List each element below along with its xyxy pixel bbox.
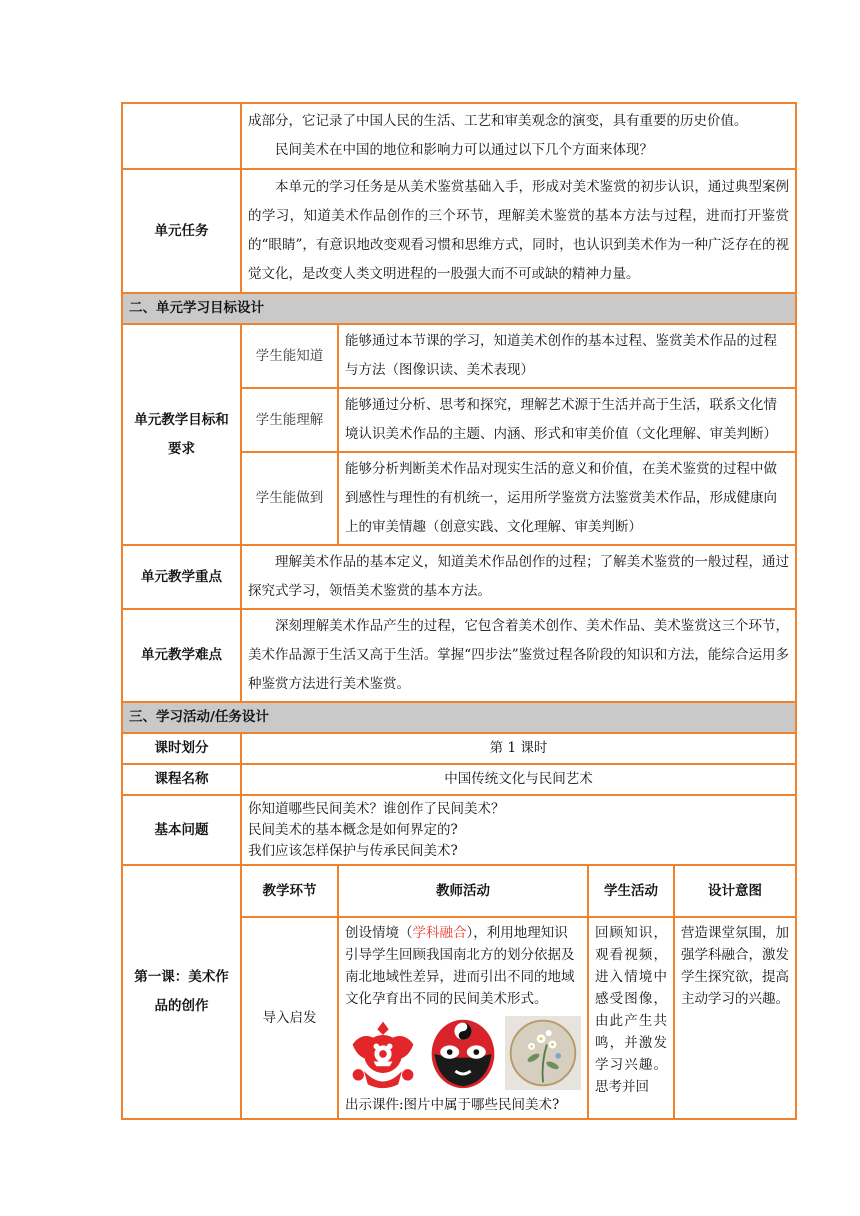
difficulties-text: 深刻理解美术作品产生的过程，它包含着美术创作、美术作品、美术鉴赏这三个环节，美术作品源于生活又高于生活。掌握“四步法”鉴赏过程各阶段的知识和方法，能综合运用多种鉴赏方法进行美术鉴赏。 xyxy=(248,618,789,692)
course-name-row xyxy=(122,764,796,795)
design-intent-text: 营造课堂氛围，加强学科融合，激发学生探究欲，提高主动学习的兴趣。 xyxy=(681,925,789,1007)
goals-label: 单元教学目标和要求 xyxy=(122,324,241,545)
basic-questions-row xyxy=(122,795,796,865)
goal-sub-understand: 学生能理解 xyxy=(241,388,338,452)
course-name-value: 中国传统文化与民间艺术 xyxy=(241,764,796,795)
course-name-label: 课程名称 xyxy=(122,764,241,795)
student-activity-cell xyxy=(588,917,674,1119)
unit-task-row xyxy=(122,169,796,293)
header-teacher: 教师活动 xyxy=(338,865,588,917)
papercut-image xyxy=(345,1014,421,1092)
section-3-row xyxy=(122,702,796,733)
intro-line-1: 成部分，它记录了中国人民的生活、工艺和审美观念的演变，具有重要的历史价值。 xyxy=(248,113,748,129)
basic-question-3: 我们应该怎样保护与传承民间美术? xyxy=(248,843,458,859)
key-points-label: 单元教学重点 xyxy=(122,545,241,609)
stage-cell: 导入启发 xyxy=(241,917,338,1119)
student-activity-text: 回顾知识，观看视频，进入情境中感受图像，由此产生共鸣，并激发学习兴趣。思考并回 xyxy=(595,925,667,1095)
unit-task-text: 本单元的学习任务是从美术鉴赏基础入手，形成对美术鉴赏的初步认识，通过典型案例的学习，知道美术作品创作的三个环节，理解美术鉴赏的基本方法与过程，进而打开鉴赏的“眼睛”，有意识地改变观看习惯和思维方式，同时，也认识到美术作为一种广泛存在的视觉文化，是改变人类文明进程的一股强大而不可或缺的精神力量。 xyxy=(248,179,789,282)
embroidery-image xyxy=(505,1014,581,1092)
header-student: 学生活动 xyxy=(588,865,674,917)
lesson-plan-table xyxy=(121,102,797,1120)
goal-text-know: 能够通过本节课的学习，知道美术创作的基本过程、鉴赏美术作品的过程与方法（图像识读、美术表现） xyxy=(338,324,796,388)
opera-mask-image xyxy=(425,1014,501,1092)
key-points-text: 理解美术作品的基本定义，知道美术作品创作的过程；了解美术鉴赏的一般过程，通过探究式学习，领悟美术鉴赏的基本方法。 xyxy=(248,554,789,599)
design-intent-cell xyxy=(674,917,796,1119)
goal-sub-do: 学生能做到 xyxy=(241,452,338,545)
basic-question-1: 你知道哪些民间美术？谁创作了民间美术？ xyxy=(248,801,505,817)
lesson-period-label: 课时划分 xyxy=(122,733,241,764)
teacher-activity-cell xyxy=(338,917,588,1119)
goal-text-understand: 能够通过分析、思考和探究，理解艺术源于生活并高于生活，联系文化情境认识美术作品的主题、内涵、形式和审美价值（文化理解、审美判断） xyxy=(338,388,796,452)
difficulties-cell xyxy=(241,609,796,702)
goal-sub-know: 学生能知道 xyxy=(241,324,338,388)
teacher-caption: 出示课件:图片中属于哪些民间美术? xyxy=(345,1097,560,1113)
section-3-title: 三、学习活动/任务设计 xyxy=(122,702,796,733)
goal-text-do: 能够分析判断美术作品对现实生活的意义和价值，在美术鉴赏的过程中做到感性与理性的有机统一，运用所学鉴赏方法鉴赏美术作品，形成健康向上的审美情趣（创意实践、文化理解、审美判断） xyxy=(338,452,796,545)
lesson1-header-row xyxy=(122,865,796,917)
intro-cell xyxy=(241,103,796,169)
teacher-text-highlight: 学科融合 xyxy=(412,925,467,941)
section-2-title: 二、单元学习目标设计 xyxy=(122,293,796,324)
lesson-period-value: 第 1 课时 xyxy=(241,733,796,764)
teacher-text-pre: 创设情境（ xyxy=(345,925,413,941)
teacher-text-post: ），利用地理知识引导学生回顾我国南北方的划分依据及南北地域性差异，进而引出不同的地域文化孕育出不同的民间美术形式。 xyxy=(345,925,575,1007)
difficulties-row xyxy=(122,609,796,702)
folk-art-images xyxy=(345,1014,581,1092)
intro-line-2: 民间美术在中国的地位和影响力可以通过以下几个方面来体现？ xyxy=(275,142,653,158)
header-intent: 设计意图 xyxy=(674,865,796,917)
lesson1-label: 第一课：美术作品的创作 xyxy=(122,865,241,1119)
basic-questions-label: 基本问题 xyxy=(122,795,241,865)
lesson-period-row xyxy=(122,733,796,764)
key-points-row xyxy=(122,545,796,609)
teacher-activity-text xyxy=(345,922,581,1010)
goal-row-1 xyxy=(122,324,796,388)
intro-row xyxy=(122,103,796,169)
unit-task-cell xyxy=(241,169,796,293)
difficulties-label: 单元教学难点 xyxy=(122,609,241,702)
key-points-cell xyxy=(241,545,796,609)
basic-questions-cell xyxy=(241,795,796,865)
section-2-row xyxy=(122,293,796,324)
unit-task-label: 单元任务 xyxy=(122,169,241,293)
intro-label-cell xyxy=(122,103,241,169)
basic-question-2: 民间美术的基本概念是如何界定的? xyxy=(248,822,458,838)
header-stage: 教学环节 xyxy=(241,865,338,917)
